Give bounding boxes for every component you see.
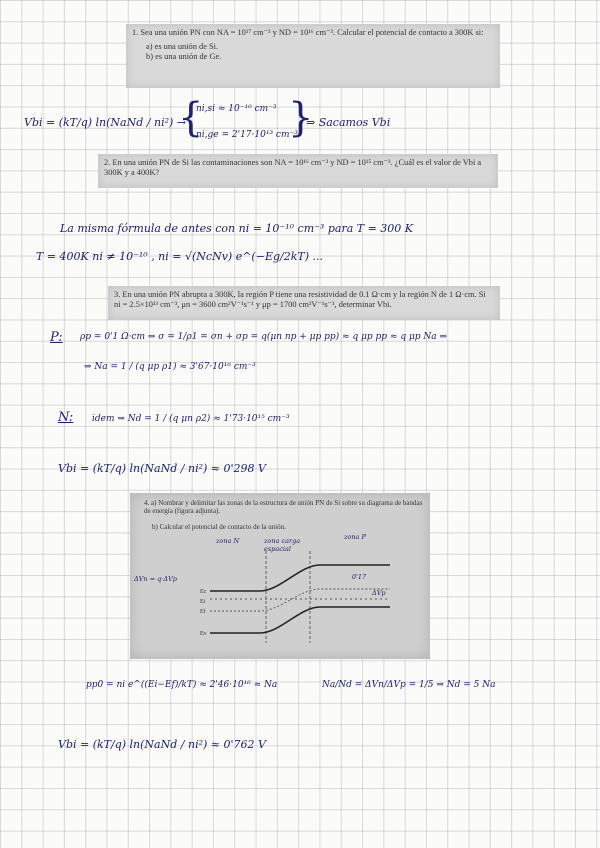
level-label-ev: Ev	[200, 631, 207, 637]
level-label-ei: Ei	[200, 599, 206, 605]
problem-3-p-line-1: ρp = 0'1 Ω·cm ⇒ σ = 1/ρ1 = σn + σp = q(μn np + μp pp) ≈ q μp pp ≈ q μp Na ⇒	[80, 332, 448, 342]
problem-1-ni-ge: ni,ge = 2'17·10¹³ cm⁻³	[196, 130, 298, 140]
right-value-label: 0'17	[352, 573, 367, 581]
problem-4-statement-b: b) Calcular el potencial de contacto de la unión.	[152, 523, 286, 531]
problem-3-p-label: P:	[50, 330, 63, 345]
energy-band-diagram	[130, 493, 430, 659]
zone-space-charge-label: zona carga espacial	[264, 537, 301, 553]
level-label-ef: Ef	[200, 609, 206, 615]
problem-4-pp-line: pp0 = ni e^((Ei−Ef)/kT) ≈ 2'46·10¹⁶ ≈ Na	[86, 680, 278, 690]
problem-1-option-a: a) es una unión de Si.	[146, 42, 219, 51]
delta-vn-note: ΔVn = q·ΔVp	[134, 575, 177, 583]
problem-1-option-b: b) es una unión de Ge.	[146, 52, 222, 61]
problem-3-n-label: N:	[58, 410, 74, 425]
problem-1-box	[126, 24, 500, 88]
problem-4-figure	[130, 493, 430, 659]
problem-4-ratio-line: Na/Nd = ΔVn/ΔVp = 1/5 ⇒ Nd = 5 Na	[322, 680, 496, 690]
problem-3-statement: 3. En una unión PN abrupta a 300K, la región P tiene una resistividad de 0.1 Ω·cm y la región N de 1 Ω·cm. Si ni = 2.5×10¹³ cm⁻³, μn = 3600 cm²V⁻¹s⁻¹ y μp = 1700 cm²V⁻¹s⁻¹, determinar Vbi.	[114, 290, 486, 309]
level-label-ec: Ec	[200, 589, 207, 595]
problem-2-statement: 2. En una unión PN de Si las contaminaciones son NA = 10¹⁶ cm⁻³ y ND = 10¹⁵ cm⁻³. ¿Cuál es el valor de Vbi a 300K y a 400K?	[104, 158, 482, 177]
conduction-band	[210, 565, 390, 591]
zone-n-label: zona N	[216, 537, 240, 545]
problem-1-statement: 1. Sea una unión PN con NA = 10¹⁷ cm⁻³ y ND = 10¹⁶ cm⁻³. Calcular el potencial de contacto a 300K si:	[132, 28, 484, 37]
problem-4-vbi: Vbi = (kT/q) ln(NaNd / ni²) ≈ 0'762 V	[58, 738, 266, 751]
valence-band	[210, 607, 390, 633]
problem-2-line-2: T = 400K ni ≠ 10⁻¹⁰ , ni = √(NcNv) e^(−Eg/2kT) ...	[36, 250, 323, 263]
zone-p-label: zona P	[344, 533, 366, 541]
problem-1-brace: {	[178, 95, 204, 141]
problem-2-line-1: La misma fórmula de antes con ni = 10⁻¹⁰ cm⁻³ para T = 300 K	[60, 222, 414, 235]
problem-2-box	[98, 154, 498, 188]
problem-1-ni-si: ni,si ≈ 10⁻¹⁰ cm⁻³	[196, 104, 277, 114]
problem-3-p-line-2: ⇒ Na = 1 / (q μp ρ1) ≈ 3'67·10¹⁶ cm⁻³	[84, 362, 256, 372]
problem-4-statement-a: 4. a) Nombrar y delimitar las zonas de la estructura de unión PN de Si sobre su diagrama de bandas de energía (figura adjunta).	[144, 499, 423, 515]
problem-3-box	[108, 286, 500, 320]
delta-vp-label: ΔVp	[372, 589, 386, 597]
problem-1-conclusion: ⇒ Sacamos Vbi	[306, 116, 391, 129]
problem-1-brace-close: }	[288, 95, 314, 141]
problem-3-vbi: Vbi = (kT/q) ln(NaNd / ni²) ≈ 0'298 V	[58, 462, 266, 475]
problem-3-n-line: idem ⇒ Nd = 1 / (q μn ρ2) ≈ 1'73·10¹⁵ cm⁻³	[92, 414, 290, 424]
problem-1-formula: Vbi = (kT/q) ln(NaNd / ni²) →	[24, 116, 187, 129]
